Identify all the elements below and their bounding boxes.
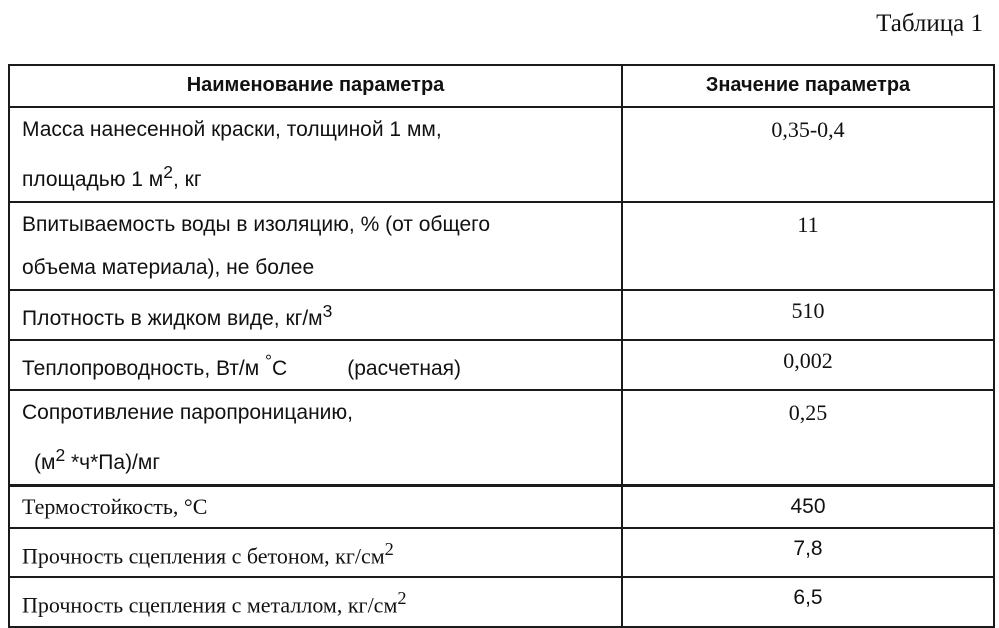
table-row	[9, 107, 994, 202]
param-cell	[9, 107, 622, 202]
table-row	[9, 486, 994, 529]
value-cell: 7,8	[622, 528, 994, 577]
param-cell: Плотность в жидком виде, $кг/м^3$	[9, 290, 622, 340]
table-caption: Таблица 1	[876, 10, 983, 37]
param-cell: Термостойкость, °С	[9, 486, 622, 529]
param-line: объема материала), не более	[22, 256, 315, 279]
table-header-row	[9, 65, 994, 107]
value-cell: 11	[622, 202, 994, 290]
param-cell: Прочность сцепления с бетоном, $кг/см^2$	[9, 528, 622, 577]
value-cell: 0,25	[622, 390, 994, 486]
param-line: Впитываемость воды в изоляцию, % (от общего	[22, 213, 491, 236]
value-cell: 0,35-0,4	[622, 107, 994, 202]
table-row	[9, 202, 994, 290]
param-line: площадью 1 $м^2$, кг	[22, 162, 202, 191]
param-line: ($м^2$ *ч*Па)/мг	[34, 445, 160, 474]
value-cell: 6,5	[622, 577, 994, 626]
param-cell: Прочность сцепления с металлом, $кг/см^2$	[9, 577, 622, 626]
table-row	[9, 340, 994, 390]
parameters-table	[8, 64, 995, 628]
param-cell: Теплопроводность, Вт/м °С (расчетная)	[9, 340, 622, 390]
param-line: Масса нанесенной краски, толщиной 1 мм,	[22, 118, 442, 141]
value-cell: 0,002	[622, 340, 994, 390]
value-cell: 450	[622, 486, 994, 529]
table-row	[9, 390, 994, 486]
table-row	[9, 577, 994, 626]
param-cell	[9, 202, 622, 290]
param-cell	[9, 390, 622, 486]
param-line: Сопротивление паропроницанию,	[22, 401, 353, 424]
table-row	[9, 290, 994, 340]
header-parameter-name: Наименование параметра	[9, 65, 622, 107]
header-parameter-value: Значение параметра	[622, 65, 994, 107]
value-cell: 510	[622, 290, 994, 340]
table-row	[9, 528, 994, 577]
